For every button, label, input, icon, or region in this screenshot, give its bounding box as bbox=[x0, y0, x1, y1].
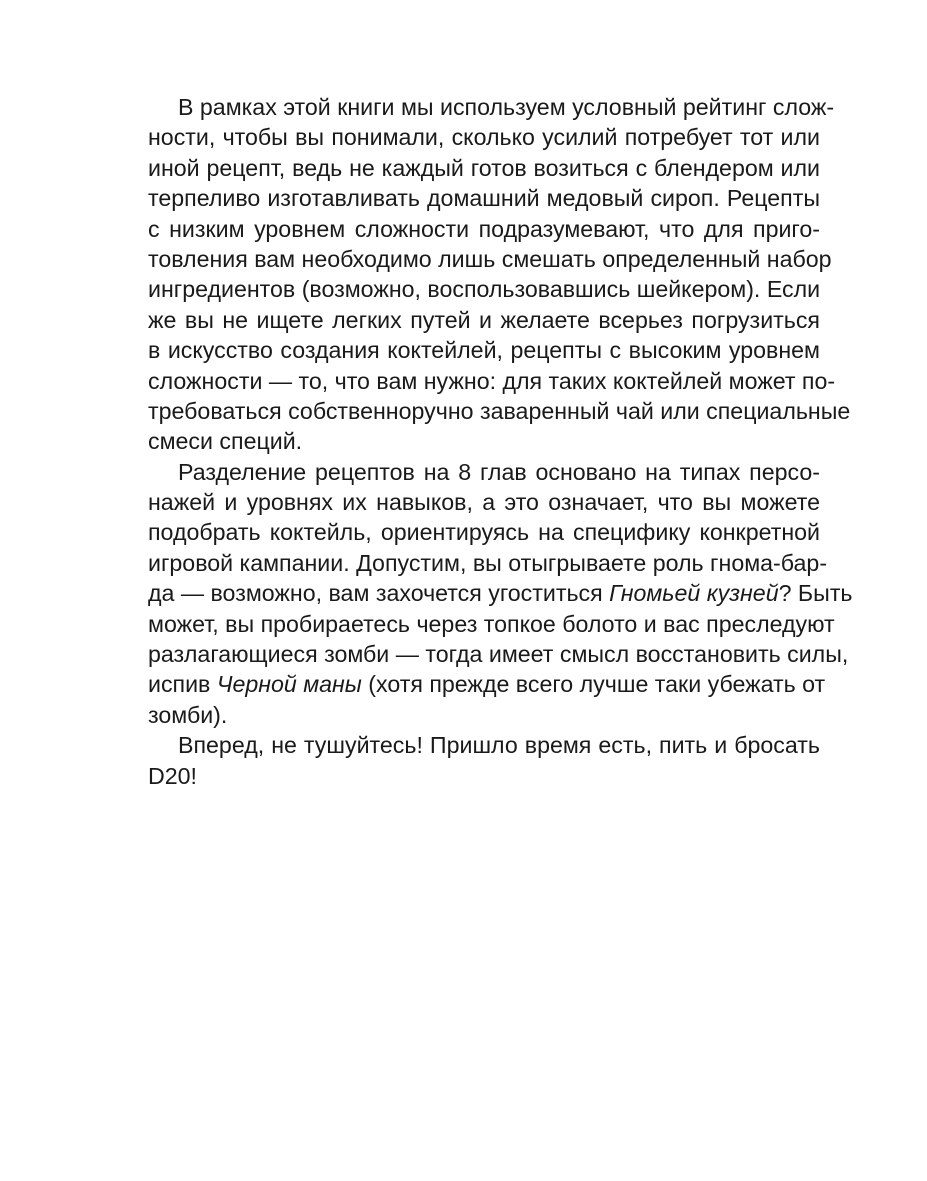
text-line: смеси специй. bbox=[148, 428, 303, 455]
text-line bbox=[148, 578, 853, 608]
text-line: может, вы пробираетесь через топкое болото и вас преследуют bbox=[148, 610, 835, 637]
text-segment: (хотя прежде всего лучше таки убежать от bbox=[361, 671, 826, 698]
paragraph-difficulty-rating bbox=[148, 92, 851, 457]
text-line: иной рецепт, ведь не каждый готов возиться с блендером или bbox=[148, 154, 820, 181]
text-line: с низким уровнем сложности подразумевают, что для приго- bbox=[148, 215, 820, 242]
text-line: ности, чтобы вы понимали, сколько усилий потребует тот или bbox=[148, 124, 820, 151]
text-line: товления вам необходимо лишь смешать определенный набор bbox=[148, 245, 832, 272]
text-line bbox=[148, 669, 826, 699]
text-line: сложности — то, что вам нужно: для таких коктейлей может по- bbox=[148, 367, 836, 394]
text-line: в искусство создания коктейлей, рецепты с высоким уровнем bbox=[148, 337, 820, 364]
text-segment: да — возможно, вам захочется угоститься bbox=[148, 580, 610, 607]
text-segment: испив bbox=[148, 671, 217, 698]
text-line: нажей и уровнях их навыков, а это означает, что вы можете bbox=[148, 489, 820, 516]
text-line: требоваться собственноручно заваренный чай или специальные bbox=[148, 397, 851, 424]
paragraph-chapters bbox=[148, 457, 853, 731]
cocktail-name-black-mana: Черной маны bbox=[216, 671, 362, 698]
text-line: Разделение рецептов на 8 глав основано на типах персо- bbox=[178, 458, 820, 485]
text-line: подобрать коктейль, ориентируясь на специфику конкретной bbox=[148, 519, 820, 546]
text-line: зомби). bbox=[148, 701, 228, 728]
text-line: ингредиентов (возможно, воспользовавшись шейкером). Если bbox=[148, 276, 821, 303]
text-line: разлагающиеся зомби — тогда имеет смысл восстановить силы, bbox=[148, 641, 849, 668]
paragraph-closing bbox=[148, 730, 820, 791]
text-line: В рамках этой книги мы используем условный рейтинг слож- bbox=[178, 94, 835, 120]
text-line: терпеливо изготавливать домашний медовый сироп. Рецепты bbox=[148, 185, 820, 212]
text-line: же вы не ищете легких путей и желаете всерьез погрузиться bbox=[148, 306, 820, 333]
text-line: D20! bbox=[148, 762, 197, 789]
text-line: игровой кампании. Допустим, вы отыгрываете роль гнома-бар- bbox=[148, 549, 828, 576]
cocktail-name-gnome-forge: Гномьей кузней bbox=[609, 580, 779, 607]
body-text bbox=[148, 92, 853, 791]
text-segment: ? Быть bbox=[778, 580, 853, 607]
text-line: Вперед, не тушуйтесь! Пришло время есть, пить и бросать bbox=[178, 732, 820, 759]
